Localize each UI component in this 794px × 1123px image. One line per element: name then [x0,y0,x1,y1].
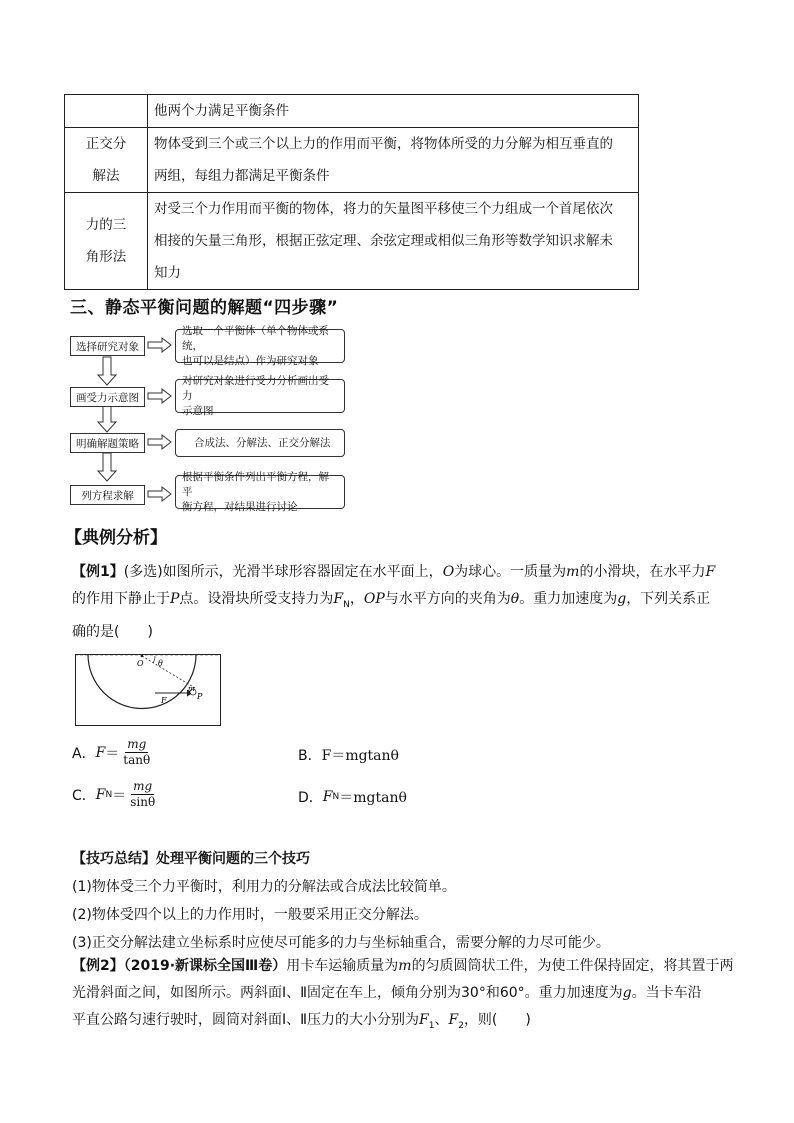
right-arrow-icon [148,389,171,403]
method-desc-cell: 对受三个力作用而平衡的物体，将力的矢量图平移使三个力组成一个首尾依次 相接的矢量三角形，根据正弦定理、余弦定理或相似三角形等数学知识求解未 知力 [148,193,639,290]
option-d[interactable]: D． F N ＝mgtanθ [298,789,407,806]
flow-note: 根据平衡条件列出平衡方程，解平 衡方程，对结果进行讨论 [175,475,345,509]
method-name-cell: 正交分 解法 [65,128,148,193]
right-arrow-icon [148,435,171,449]
hemisphere-diagram [75,654,221,726]
flow-step: 画受力示意图 [70,387,145,407]
table-row [65,193,639,290]
label-f: F [161,696,167,705]
option-c[interactable]: C． F N ＝ $\frac{mg}{\sin\theta}$ [72,779,156,809]
flow-note: 对研究对象进行受力分析画出受力 示意图 [175,379,345,413]
down-arrow-icon [98,357,116,385]
flow-note: 选取一个平衡体（单个物体或系统， 也可以是结点）作为研究对象 [175,329,345,363]
tips-summary: 【技巧总结】处理平衡问题的三个技巧 (1)物体受三个力平衡时，利用力的分解法或合成法比较简单。 (2)物体受四个以上的力作用时，一般要采用正交分解法。 (3)正交分解法建立坐标系时应使尽可能多的力与坐标轴重合，需要分解的力尽可能少。 [72,851,610,951]
flow-step: 明确解题策略 [70,433,145,453]
example2-text: 【例2】（2019·新课标全国Ⅲ卷）用卡车运输质量为m的匀质圆筒状工件，为使工件保持固定，将其置于两 光滑斜面之间，如图所示。两斜面Ⅰ、Ⅱ固定在车上，倾角分别为30°和60°。重力加速度为g。当卡车沿 平直公路匀速行驶时，圆筒对斜面Ⅰ、Ⅱ压力的大小分别为$F_1$、$F_2$，则( ) [72,958,734,1031]
label-m: m [188,685,195,693]
table-row [65,128,639,193]
flow-step: 选择研究对象 [70,336,145,356]
label-p: P [197,692,203,701]
method-desc-cell: 物体受到三个或三个以上力的作用而平衡，将物体所受的力分解为相互垂直的 两组，每组力都满足平衡条件 [148,128,639,193]
right-arrow-icon [148,338,171,352]
table-row [65,95,639,128]
method-name-cell [65,95,148,128]
label-o: O [137,659,144,668]
down-arrow-icon [98,453,116,481]
flow-step: 列方程求解 [70,485,145,505]
method-name-cell: 力的三 角形法 [65,193,148,290]
down-arrow-icon [98,406,116,432]
section-title: 三、静态平衡问题的解题“四步骤” [70,298,339,318]
label-theta: θ [158,659,163,668]
option-a[interactable]: A． F ＝ $\frac{mg}{\tan\theta}$ [72,737,151,767]
example1-text: 【例1】(多选)如图所示，光滑半球形容器固定在水平面上，O为球心。一质量为m的小滑块，在水平力F 的作用下静止于P点。设滑块所受支持力为$F_N$，OP与水平方向的夹角为θ。重力加速度为g，下列关系正 确的是( ) [72,564,716,640]
section-heading: 【典例分析】 [65,528,167,548]
flow-note: 合成法、分解法、正交分解法 [175,429,345,457]
option-b[interactable]: B． F＝mgtanθ [298,748,399,764]
methods-table [64,94,639,290]
four-step-flowchart [70,325,360,515]
right-arrow-icon [148,487,171,501]
method-desc-cell: 他两个力满足平衡条件 [148,95,639,128]
